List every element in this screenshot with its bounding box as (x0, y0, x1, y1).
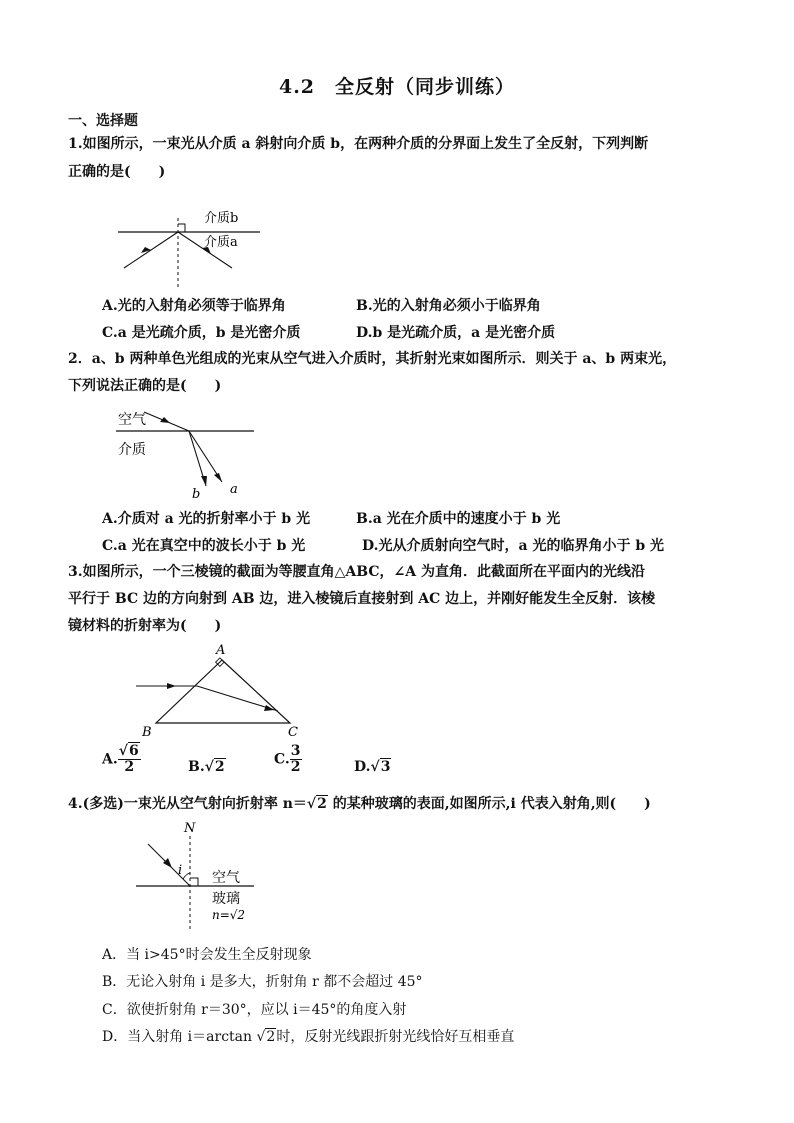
q3-label-a: A (216, 643, 226, 658)
q3-option-c-fraction (290, 744, 302, 775)
q1-right-angle-mark (178, 224, 185, 232)
q3-option-d (354, 759, 391, 775)
sqrt-sign: √ (370, 759, 380, 775)
q4-option-a: A．当 i>45°时会发生全反射现象 (102, 947, 312, 963)
q4-label-n: N (184, 821, 196, 836)
q4-angle-arc (183, 873, 190, 879)
q4-right-angle-mark (190, 878, 198, 886)
q4-option-c: C．欲使折射角 r＝30°，应以 i＝45°的角度入射 (102, 1002, 407, 1018)
q3-option-b-prefix: B. (188, 759, 205, 775)
q3-option-d-radicand: 3 (380, 759, 391, 775)
q1-incident-arrow (141, 247, 151, 253)
q3-stem-line1: 3.如图所示，一个三棱镜的截面为等腰直角△ABC，∠A 为直角．此截面所在平面内的光线沿 (68, 564, 645, 580)
page-title: 4.2 全反射（同步训练） (278, 76, 516, 98)
sqrt-sign: √ (306, 796, 317, 812)
q2-label-b: b (192, 487, 201, 502)
q3-option-c (274, 744, 302, 775)
q4-diagram (130, 818, 270, 933)
q1-stem-line1: 1.如图所示，一束光从介质 a 斜射向介质 b，在两种介质的分界面上发生了全反射，下列判断 (68, 136, 649, 152)
q2-label-medium: 介质 (118, 442, 146, 458)
q4-option-d-prefix: D．当入射角 i＝arctan (102, 1029, 257, 1045)
q4-stem-radicand: 2 (317, 796, 327, 812)
q3-option-b-radicand: 2 (214, 759, 225, 775)
q3-option-c-prefix: C. (274, 751, 290, 768)
q2-diagram (110, 402, 270, 502)
q2-option-c: C.a 光在真空中的波长小于 b 光 (102, 538, 306, 554)
q2-stem-line2: 下列说法正确的是( ) (68, 378, 222, 394)
q3-option-b (188, 759, 226, 775)
q4-option-d (102, 1026, 514, 1046)
q3-refracted-arrow (264, 705, 274, 711)
q3-option-a-fraction (118, 744, 141, 775)
q3-option-c-denominator: 2 (290, 759, 301, 775)
q1-diagram (110, 200, 270, 290)
q4-label-glass: 玻璃 (212, 891, 240, 907)
q4-stem-suffix: 的某种玻璃的表面,如图所示,i 代表入射角,则( ) (327, 796, 651, 812)
q2-label-air: 空气 (118, 412, 146, 428)
q4-option-b: B．无论入射角 i 是多大，折射角 r 都不会超过 45° (102, 974, 423, 990)
q2-stem-line1: 2．a、b 两种单色光组成的光束从空气进入介质时，其折射光束如图所示．则关于 a、b 两束光， (68, 351, 677, 367)
q3-option-c-numerator: 3 (290, 743, 301, 759)
q3-option-d-prefix: D. (354, 759, 371, 775)
q1-option-b: B.光的入射角必须小于临界角 (356, 298, 541, 314)
q3-prism-triangle (156, 660, 290, 723)
q2-option-b: B.a 光在介质中的速度小于 b 光 (356, 511, 561, 527)
q2-ray-b-arrow (201, 476, 207, 486)
sqrt-sign: √ (204, 759, 214, 775)
q3-stem-line2: 平行于 BC 边的方向射到 AB 边，进入棱镜后直接射到 AC 边上，并刚好能发生全反射．该棱 (68, 591, 656, 607)
q3-label-b: B (142, 725, 152, 738)
q1-stem-line2: 正确的是( ) (68, 164, 166, 180)
q3-incident-arrow (167, 683, 176, 689)
q1-option-c: C.a 是光疏介质，b 是光密介质 (102, 325, 301, 341)
q3-label-c: C (288, 725, 298, 738)
q4-stem (68, 794, 651, 814)
q3-option-a-numerator: 6 (128, 743, 139, 759)
section-heading: 一、选择题 (68, 113, 138, 129)
q2-option-a: A.介质对 a 光的折射率小于 b 光 (102, 511, 311, 527)
q3-option-a (102, 744, 141, 775)
q1-label-medium-b: 介质b (204, 211, 239, 226)
q4-option-d-suffix: 时，反射光线跟折射光线恰好互相垂直 (276, 1029, 515, 1045)
q1-option-a: A.光的入射角必须等于临界角 (102, 298, 286, 314)
q2-ray-a-arrow (214, 473, 222, 482)
sqrt-sign: √ (256, 1029, 266, 1045)
q2-option-d: D.光从介质射向空气时，a 光的临界角小于 b 光 (362, 538, 664, 554)
q4-stem-prefix: 4.(多选)一束光从空气射向折射率 n＝ (68, 796, 307, 812)
q1-option-d: D.b 是光疏介质，a 是光密介质 (356, 325, 556, 341)
q3-option-a-denominator: 2 (124, 759, 135, 775)
q2-label-a: a (230, 482, 238, 497)
q2-incident-arrow (160, 417, 170, 423)
q4-label-i: i (178, 863, 183, 878)
q4-option-d-radicand: 2 (266, 1029, 276, 1045)
q1-label-medium-a: 介质a (204, 235, 238, 250)
q4-incident-arrow (163, 858, 172, 868)
q3-stem-line3: 镜材料的折射率为( ) (68, 618, 222, 634)
sqrt-sign: √ (118, 743, 128, 759)
q3-option-a-prefix: A. (102, 751, 118, 768)
q3-diagram (128, 638, 308, 738)
q4-label-index: n=√2 (212, 908, 246, 922)
q4-label-air: 空气 (212, 870, 240, 886)
